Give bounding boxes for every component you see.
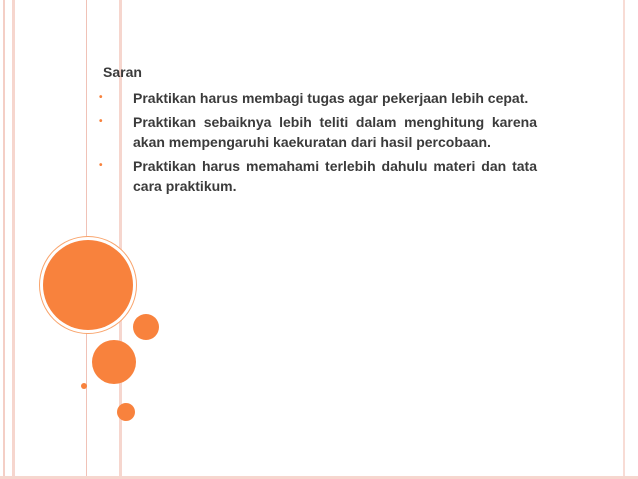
bullet-list xyxy=(99,88,537,196)
decorative-circle-medium xyxy=(92,340,136,384)
slide-heading: Saran xyxy=(103,64,142,80)
decorative-circle-tiny xyxy=(81,383,87,389)
decorative-stripe xyxy=(12,0,15,479)
list-item xyxy=(99,156,537,196)
bullet-icon: • xyxy=(99,160,103,171)
bullet-icon: • xyxy=(99,116,103,127)
decorative-stripe xyxy=(3,0,5,479)
decorative-circle-large xyxy=(43,240,133,330)
list-item-text: Praktikan harus membagi tugas agar pekerjaan lebih cepat. xyxy=(133,90,529,106)
list-item xyxy=(99,112,537,152)
bullet-icon: • xyxy=(99,92,103,103)
decorative-stripe xyxy=(623,0,625,479)
slide-content xyxy=(99,62,537,200)
decorative-circle-small xyxy=(117,403,135,421)
list-item xyxy=(99,88,537,108)
decorative-circle-small xyxy=(133,314,159,340)
list-item-text: Praktikan harus memahami terlebih dahulu materi dan tata cara praktikum. xyxy=(133,158,537,194)
list-item-text: Praktikan sebaiknya lebih teliti dalam menghitung karena akan mempengaruhi kaekuratan dari hasil percobaan. xyxy=(133,114,537,150)
